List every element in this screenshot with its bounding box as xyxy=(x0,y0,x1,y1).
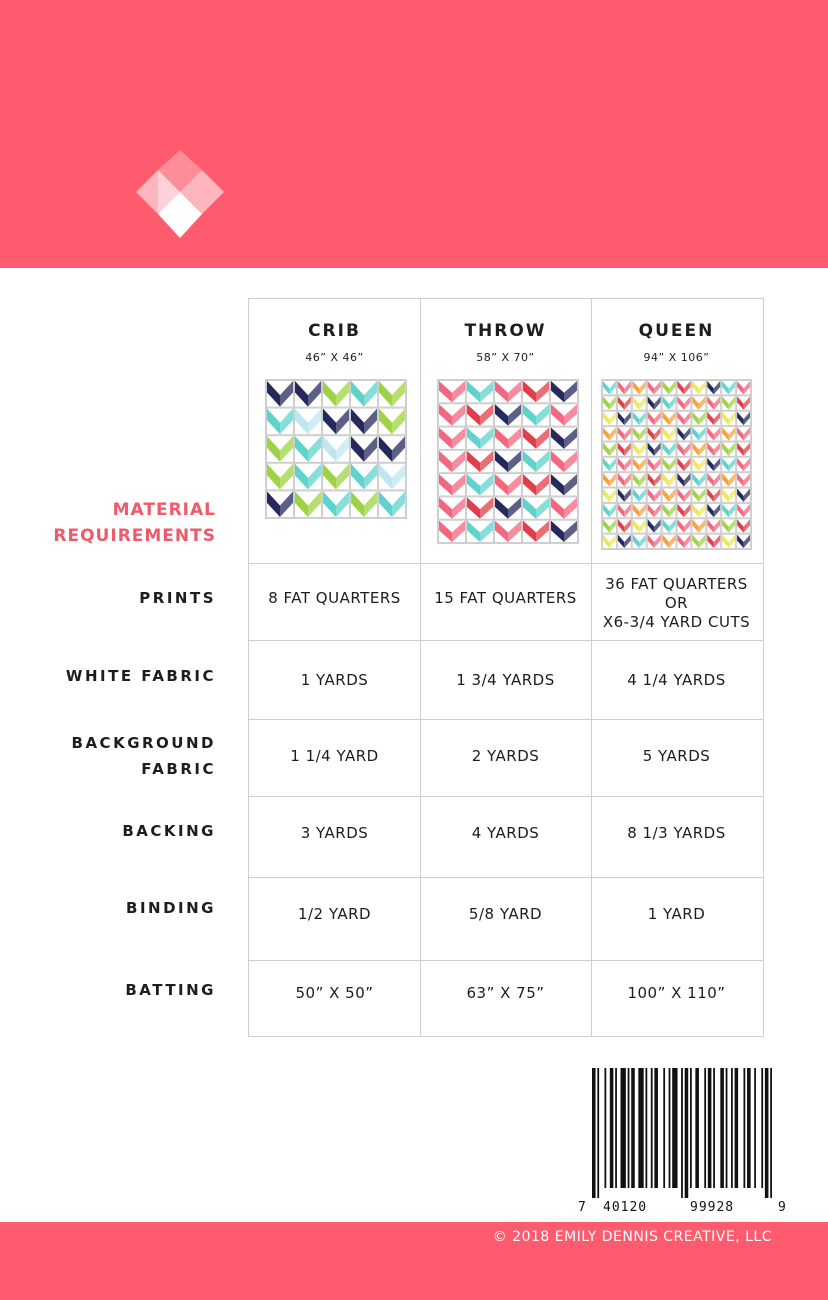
prints-throw: 15 FAT QUARTERS xyxy=(434,589,577,607)
batting-throw: 63” X 75” xyxy=(466,984,545,1002)
column-title-throw: THROW xyxy=(464,321,547,341)
crib-quilt-image xyxy=(265,379,407,519)
row-divider xyxy=(249,877,763,878)
column-divider xyxy=(591,299,592,1036)
batting-crib: 50” X 50” xyxy=(295,984,374,1002)
materials-table xyxy=(248,298,764,1037)
heading-line-2: REQUIREMENTS xyxy=(53,526,216,546)
barcode-left-digits: 40120 xyxy=(603,1200,648,1215)
throw-quilt-image xyxy=(437,379,579,544)
background-fabric-queen: 5 YARDS xyxy=(642,747,711,765)
row-divider xyxy=(249,960,763,961)
column-title-queen: QUEEN xyxy=(638,321,715,341)
batting-queen: 100” X 110” xyxy=(627,984,726,1002)
heading-line-1: MATERIAL xyxy=(112,500,216,520)
heart-diamond-logo-icon xyxy=(130,150,230,245)
row-label-white-fabric: WHITE FABRIC xyxy=(65,667,216,685)
prints-queen: 36 FAT QUARTERS OR X6-3/4 YARD CUTS xyxy=(602,575,751,631)
backing-queen: 8 1/3 YARDS xyxy=(627,824,726,842)
row-label-batting: BATTING xyxy=(125,981,216,999)
column-size-queen: 94” X 106” xyxy=(643,351,710,364)
column-title-crib: CRIB xyxy=(308,321,361,341)
white-fabric-crib: 1 YARDS xyxy=(300,671,369,689)
prints-crib: 8 FAT QUARTERS xyxy=(268,589,401,607)
row-label-background-fabric: BACKGROUND FABRIC xyxy=(71,734,216,778)
barcode-first-digit: 7 xyxy=(578,1200,587,1215)
top-banner xyxy=(0,0,828,268)
row-label-binding: BINDING xyxy=(126,899,216,917)
barcode-right-digits: 99928 xyxy=(690,1200,735,1215)
background-fabric-throw: 2 YARDS xyxy=(471,747,540,765)
barcode xyxy=(592,1068,772,1198)
background-fabric-crib: 1 1/4 YARD xyxy=(290,747,379,765)
backing-crib: 3 YARDS xyxy=(300,824,369,842)
row-divider xyxy=(249,563,763,564)
queen-quilt-image xyxy=(601,379,752,550)
column-divider xyxy=(420,299,421,1036)
binding-throw: 5/8 YARD xyxy=(468,905,543,923)
copyright-text: © 2018 EMILY DENNIS CREATIVE, LLC xyxy=(492,1229,772,1245)
white-fabric-throw: 1 3/4 YARDS xyxy=(456,671,555,689)
binding-queen: 1 YARD xyxy=(647,905,706,923)
barcode-last-digit: 9 xyxy=(778,1200,787,1215)
column-size-crib: 46” X 46” xyxy=(305,351,364,364)
row-divider xyxy=(249,796,763,797)
row-divider xyxy=(249,640,763,641)
column-size-throw: 58” X 70” xyxy=(476,351,535,364)
material-requirements-heading xyxy=(53,497,216,549)
white-fabric-queen: 4 1/4 YARDS xyxy=(627,671,726,689)
row-divider xyxy=(249,719,763,720)
row-label-backing: BACKING xyxy=(122,822,216,840)
row-label-prints: PRINTS xyxy=(139,589,216,607)
binding-crib: 1/2 YARD xyxy=(297,905,372,923)
backing-throw: 4 YARDS xyxy=(471,824,540,842)
